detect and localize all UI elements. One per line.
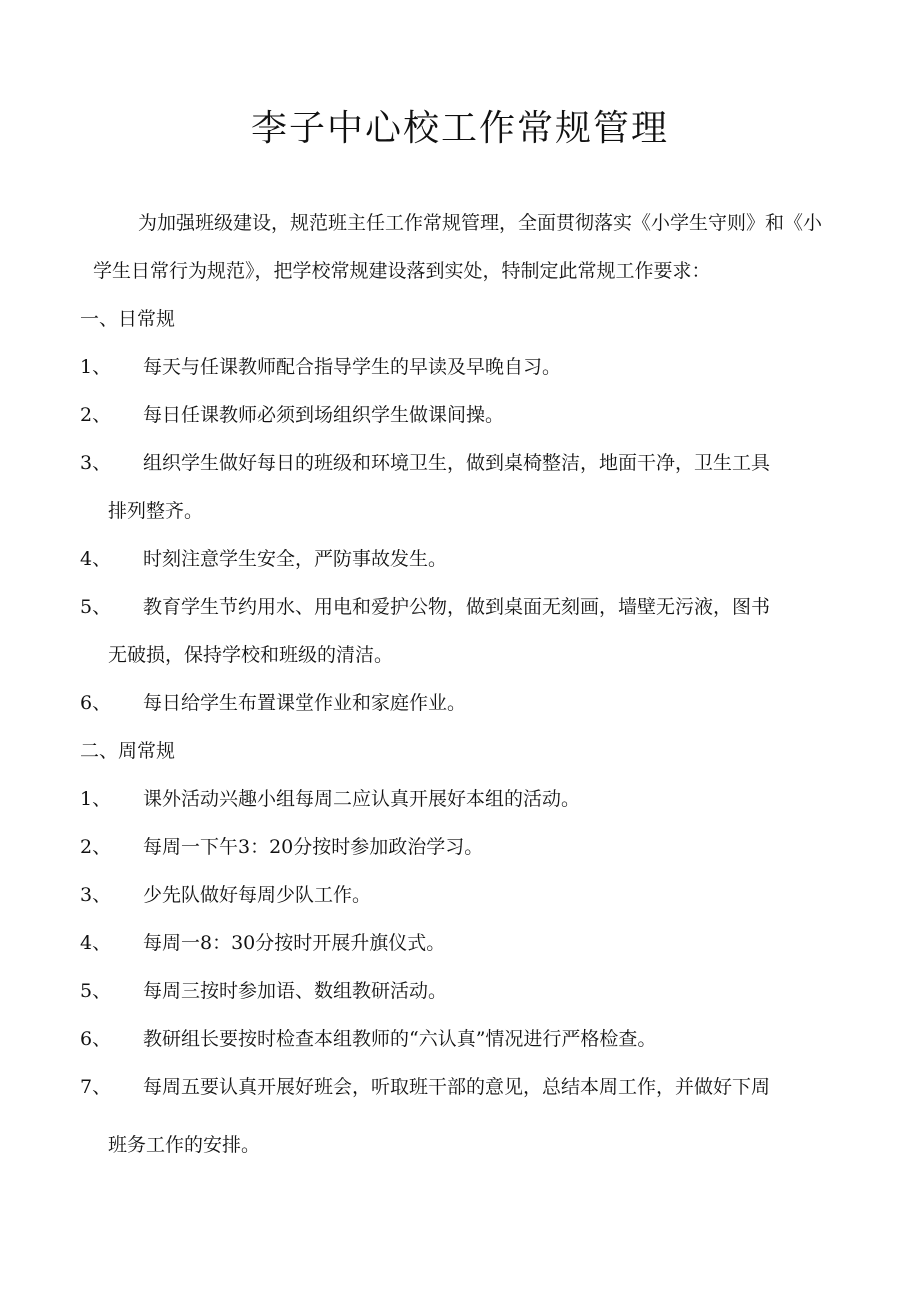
daily-item-3-number: 3、 [80, 452, 112, 474]
daily-item-1-text: 每天与任课教师配合指导学生的早读及早晚自习。 [143, 356, 562, 378]
daily-item-4-text: 时刻注意学生安全，严防事故发生。 [143, 548, 448, 570]
weekly-item-3-number: 3、 [80, 884, 112, 906]
daily-item-1-number: 1、 [80, 356, 112, 378]
daily-item-3-text: 组织学生做好每日的班级和环境卫生，做到桌椅整洁，地面干净，卫生工具 [143, 452, 771, 474]
intro-line-2: 学生日常行为规范》，把学校常规建设落到实处，特制定此常规工作要求： [93, 260, 711, 282]
weekly-item-4-number: 4、 [80, 932, 112, 954]
weekly-item-5-text: 每周三按时参加语、数组教研活动。 [143, 980, 448, 1002]
weekly-item-2-text: 每周一下午3：20分按时参加政治学习。 [143, 836, 484, 858]
daily-item-6-text: 每日给学生布置课堂作业和家庭作业。 [143, 692, 467, 714]
daily-item-3-continuation: 排列整齐。 [108, 500, 204, 522]
daily-item-5-continuation: 无破损，保持学校和班级的清洁。 [108, 644, 394, 666]
daily-item-2-text: 每日任课教师必须到场组织学生做课间操。 [143, 404, 505, 426]
daily-item-4-number: 4、 [80, 548, 112, 570]
weekly-item-1-text: 课外活动兴趣小组每周二应认真开展好本组的活动。 [143, 788, 581, 810]
weekly-item-2-number: 2、 [80, 836, 112, 858]
weekly-item-7-text: 每周五要认真开展好班会，听取班干部的意见，总结本周工作，并做好下周 [143, 1076, 771, 1098]
weekly-item-1-number: 1、 [80, 788, 112, 810]
intro-line-1: 为加强班级建设，规范班主任工作常规管理，全面贯彻落实《小学生守则》和《小 [138, 212, 823, 234]
weekly-item-3-text: 少先队做好每周少队工作。 [143, 884, 372, 906]
weekly-item-7-number: 7、 [80, 1076, 112, 1098]
daily-item-6-number: 6、 [80, 692, 112, 714]
daily-item-5-number: 5、 [80, 596, 112, 618]
section-heading-daily: 一、日常规 [80, 308, 176, 330]
section-heading-weekly: 二、周常规 [80, 740, 176, 762]
weekly-item-4-text: 每周一8：30分按时开展升旗仪式。 [143, 932, 446, 954]
daily-item-5-text: 教育学生节约用水、用电和爱护公物，做到桌面无刻画，墙壁无污液，图书 [143, 596, 771, 618]
weekly-item-7-continuation: 班务工作的安排。 [108, 1134, 261, 1156]
weekly-item-6-text: 教研组长要按时检查本组教师的“六认真”情况进行严格检查。 [143, 1028, 657, 1050]
weekly-item-6-number: 6、 [80, 1028, 112, 1050]
daily-item-2-number: 2、 [80, 404, 112, 426]
weekly-item-5-number: 5、 [80, 980, 112, 1002]
document-title: 李子中心校工作常规管理 [250, 108, 669, 149]
